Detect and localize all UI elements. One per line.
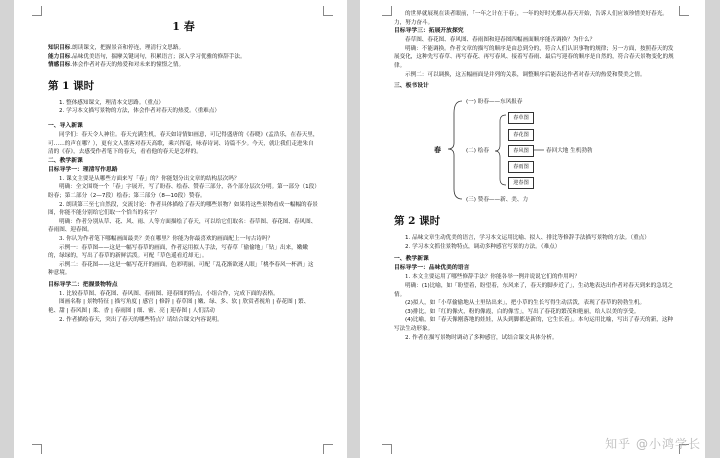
paragraph: 示例二：可以调换，这五幅画面是并列的关系，调整顺序后能表达作者对春天的热爱和赞美之情。 bbox=[405, 71, 646, 78]
document-page-right bbox=[360, 0, 705, 458]
lesson-goal: 1. 整体感知课文，理清本文思路。（重点） bbox=[59, 99, 165, 106]
paragraph: 1. 课文主要是从哪些方面来写「春」的？你能划分出文章的结构层次吗？ bbox=[59, 175, 240, 182]
paragraph: (3)排比，如「红的像火，粉的像霞，白的像雪」，写出了春花的繁茂和艳丽，给人以美的享受。 bbox=[405, 308, 640, 315]
crop-mark bbox=[382, 6, 392, 16]
watermark: 知乎 @小鸿学长 bbox=[605, 437, 701, 451]
document-page-left bbox=[14, 0, 347, 458]
lesson-goal: 1. 品味文章生动优美的语言，学习本文运用比喻、拟人、排比等修辞手法描写景物的方法。（重点） bbox=[405, 235, 650, 242]
paragraph: 明确：全文围绕一个「春」字展开，写了盼春、绘春、赞春三部分，各个部分层次分明。第一部分（1段）盼春；第二部分（2—7段）绘春；第三部分（8—10段）赞春。 bbox=[48, 184, 318, 199]
subsection-heading: 目标导学一：理清写作思路 bbox=[48, 166, 118, 173]
board-picture-box: 春花图 bbox=[508, 129, 534, 141]
lesson-heading: 第 2 课时 bbox=[394, 215, 441, 228]
page-title: 1 春 bbox=[172, 20, 195, 33]
subsection-heading: 目标导学一：品味优美的语言 bbox=[394, 265, 470, 272]
paragraph: 2. 作者描绘春天，突出了春天的哪些特点？请结合课文内容说明。 bbox=[59, 316, 223, 323]
board-picture-box: 迎春图 bbox=[508, 177, 534, 189]
paragraph: 同学们：春天令人神往。春天充满生机，春天如诗情如画意，可记得盛唐的《春晓》(孟浩乐，在春天里，可……的声在哪？），更有文人墨客对春天高歌，乘兴挥毫，咏春诗词、诗篇不少。今天，就让我们走进朱自清的《春》，去感受作者笔下的春天，看看他的春天是怎样的。 bbox=[48, 131, 319, 156]
blackboard-diagram bbox=[394, 91, 677, 209]
board-picture-box: 春草图 bbox=[508, 112, 534, 124]
paragraph: 力，努力奋斗。 bbox=[394, 19, 434, 26]
paragraph: 明确：作者分别从草、花、风、雨、人等方面描绘了春天，可以给它们取名：春草图、春花图、春风图、春雨图、迎春图。 bbox=[48, 218, 317, 234]
paragraph: 春草图、春花图、春风图、春雨图和迎春图四幅画面顺序能否调换？为什么？ bbox=[405, 37, 596, 44]
goal-item: 知识目标.朗读课文，把握景音和停连，理清行文思路。 bbox=[48, 45, 185, 51]
paragraph: 的世界就展现在读者眼前，「一年之计在于春」，一年的好时光都从春天开始，告诉人们应该珍惜美好春光。 bbox=[405, 11, 668, 17]
lesson-goal: 2. 学习本文描写景物的方法，体会作者对春天的热爱。（重难点） bbox=[59, 108, 220, 115]
board-part-1: (一) 盼春——东风报春 bbox=[466, 99, 523, 106]
board-part-2: (二) 绘春 bbox=[466, 148, 489, 155]
paragraph: (2)拟人，如「小草偷偷地从土里钻出来」，把小草的生长写得生动活泼，表现了春草的勃勃生机。 bbox=[405, 300, 646, 307]
paragraph: 明确：不能调换。作者文章的描写的顺序是由总到分的，符合人们认识事物的规律；另一方面，按照春天的发展变化，这种先写春草、再写春花、再写春风、接着写春雨、最后写迎春的顺序是自然的，符合春天景物变化的规律。 bbox=[394, 45, 674, 69]
crop-mark bbox=[382, 444, 392, 454]
board-picture-box: 春风图 bbox=[508, 145, 534, 157]
section-heading: 一、教学新课 bbox=[394, 256, 429, 263]
lesson-goals bbox=[394, 234, 677, 251]
section-heading: 一、导入新课 bbox=[48, 122, 83, 129]
paragraph: (4)比喻，如「春天像刚落地的娃娃，从头到脚都是新的，它生长着」。本句运用比喻，写出了春天的新，这种写法生动形象。 bbox=[394, 317, 674, 332]
board-title: 春 bbox=[434, 146, 441, 155]
board-summary: 春回大地 生机勃勃 bbox=[546, 148, 593, 155]
lesson-goals bbox=[48, 99, 319, 116]
crop-mark bbox=[323, 6, 333, 16]
lesson-heading: 第 1 课时 bbox=[48, 79, 95, 92]
subsection-heading: 目标导学三：拓展开放探究 bbox=[394, 28, 464, 35]
crop-mark bbox=[32, 444, 42, 454]
paragraph: 示例一：春草图——这是一幅写春草的画面，作者运用拟人手法，写春草「偷偷地」「钻」出来，嫩嫩的，绿绿的，写出了春草的新鲜活泼。可配「草色遥看近却无」。 bbox=[48, 244, 308, 260]
lesson-goal: 2. 学习本文抓住景物特点，调动多种感官写景的方法。（难点） bbox=[405, 243, 561, 250]
board-picture-box: 春雨图 bbox=[508, 161, 534, 173]
section-heading: 二、教学新课 bbox=[48, 157, 83, 164]
paragraph: 1. 比较春草图、春花图、春风图、春雨图、迎春图的特点，小组合作，完成下面的表格。 bbox=[59, 290, 279, 297]
paragraph: 图画名称 | 景物特征 | 描写角度 | 感官 | 修辞 | 春草图 | 嫩、绿、多、软 | 欣赏者视角 | 春花图 | 繁、艳、甜 | 春风图 | 柔、香 | 春雨图 | 细、密、亮 | 迎春图 | 人们活动 bbox=[48, 299, 310, 315]
paragraph: 2. 朗读第三至七自然段，交流讨论：作者具体描绘了春天的哪些景物？如果将这些景物看成一幅幅的春景图，你能不能分别给它们取一个恰当的名字？ bbox=[48, 201, 318, 217]
paragraph: 3. 你认为作者笔下哪幅画面最美？美在哪里？你能为你最喜欢的画面配上一句古诗吗？ bbox=[59, 235, 274, 242]
goal-item: 能力目标.品味优美语句，揣摩关键词句，积累语言；深入学习优雅的修辞手法。 bbox=[48, 53, 246, 60]
board-part-3: (三) 赞春——新、美、力 bbox=[466, 197, 529, 204]
crop-mark bbox=[32, 6, 42, 16]
paragraph: 示例二：春花图——这是一幅写花开的画面，色彩明丽，可配「乱花渐欲迷人眼」「桃李春风一杯酒」这种意境。 bbox=[48, 261, 314, 277]
goal-item: 情感目标.体会作者对春天的热爱和对未来的憧憬之情。 bbox=[48, 62, 185, 69]
paragraph: 1. 本文主要运用了哪些修辞手法？你能各举一例并说说它们的作用吗？ bbox=[405, 274, 580, 281]
paragraph: 明确：(1)比喻，如「盼望着，盼望着，东风来了，春天的脚步近了」，生动地表达出作者对春天到来的急切之情。 bbox=[394, 282, 674, 298]
subsection-heading: 目标导学二：把握景物特点 bbox=[48, 281, 118, 288]
learning-goals bbox=[48, 44, 319, 70]
section-heading: 三、板书设计 bbox=[394, 83, 429, 90]
crop-mark bbox=[679, 6, 689, 16]
crop-mark bbox=[323, 444, 333, 454]
paragraph: 2. 作者在描写景物时调动了多种感官，试结合课文具体分析。 bbox=[405, 334, 558, 341]
